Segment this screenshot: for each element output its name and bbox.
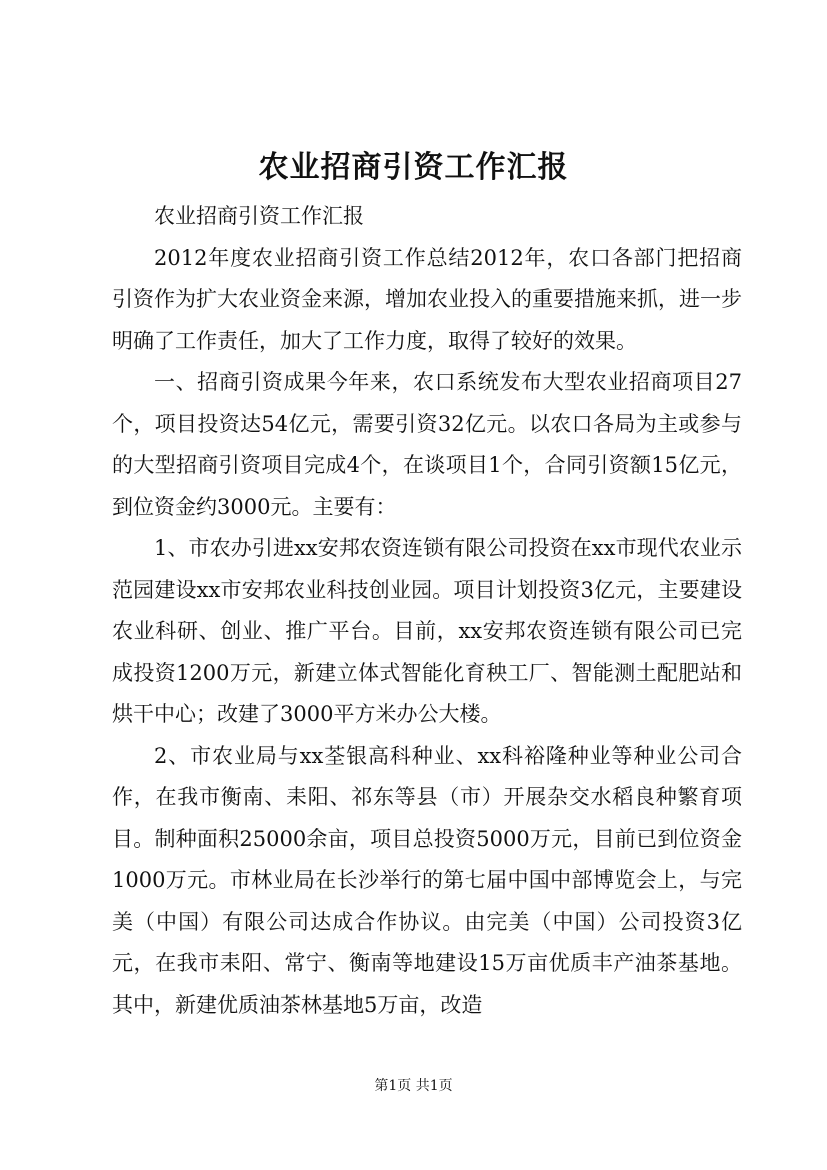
document-body bbox=[112, 196, 742, 1026]
paragraph-section-1: 一、招商引资成果今年来，农口系统发布大型农业招商项目27个，项目投资达54亿元，需要引资32亿元。以农口各局为主或参与的大型招商引资项目完成4个，在谈项目1个，合同引资额15亿元，到位资金约3000元。主要有： bbox=[112, 370, 742, 519]
paragraph-item-1: 1、市农办引进xx安邦农资连锁有限公司投资在xx市现代农业示范园建设xx市安邦农业科技创业园。项目计划投资3亿元，主要建设农业科研、创业、推广平台。目前，xx安邦农资连锁有限公司已完成投资1200万元，新建立体式智能化育秧工厂、智能测土配肥站和烘干中心；改建了3000平方米办公大楼。 bbox=[112, 536, 742, 726]
paragraph-subtitle: 农业招商引资工作汇报 bbox=[154, 204, 364, 228]
document-title: 农业招商引资工作汇报 bbox=[258, 150, 569, 185]
paragraph-intro: 2012年度农业招商引资工作总结2012年，农口各部门把招商引资作为扩大农业资金来源，增加农业投入的重要措施来抓，进一步明确了工作责任，加大了工作力度，取得了较好的效果。 bbox=[112, 245, 742, 353]
page-footer: 第1页 共1页 bbox=[374, 1078, 453, 1094]
paragraph-item-2: 2、市农业局与xx荃银高科种业、xx科裕隆种业等种业公司合作，在我市衡南、耒阳、祁东等县（市）开展杂交水稻良种繁育项目。制种面积25000余亩，项目总投资5000万元，目前已到位资金1000万元。市林业局在长沙举行的第七届中国中部博览会上，与完美（中国）有限公司达成合作协议。由完美（中国）公司投资3亿元，在我市耒阳、常宁、衡南等地建设15万亩优质丰产油茶基地。其中，新建优质油茶林基地5万亩，改造 bbox=[112, 743, 742, 1017]
